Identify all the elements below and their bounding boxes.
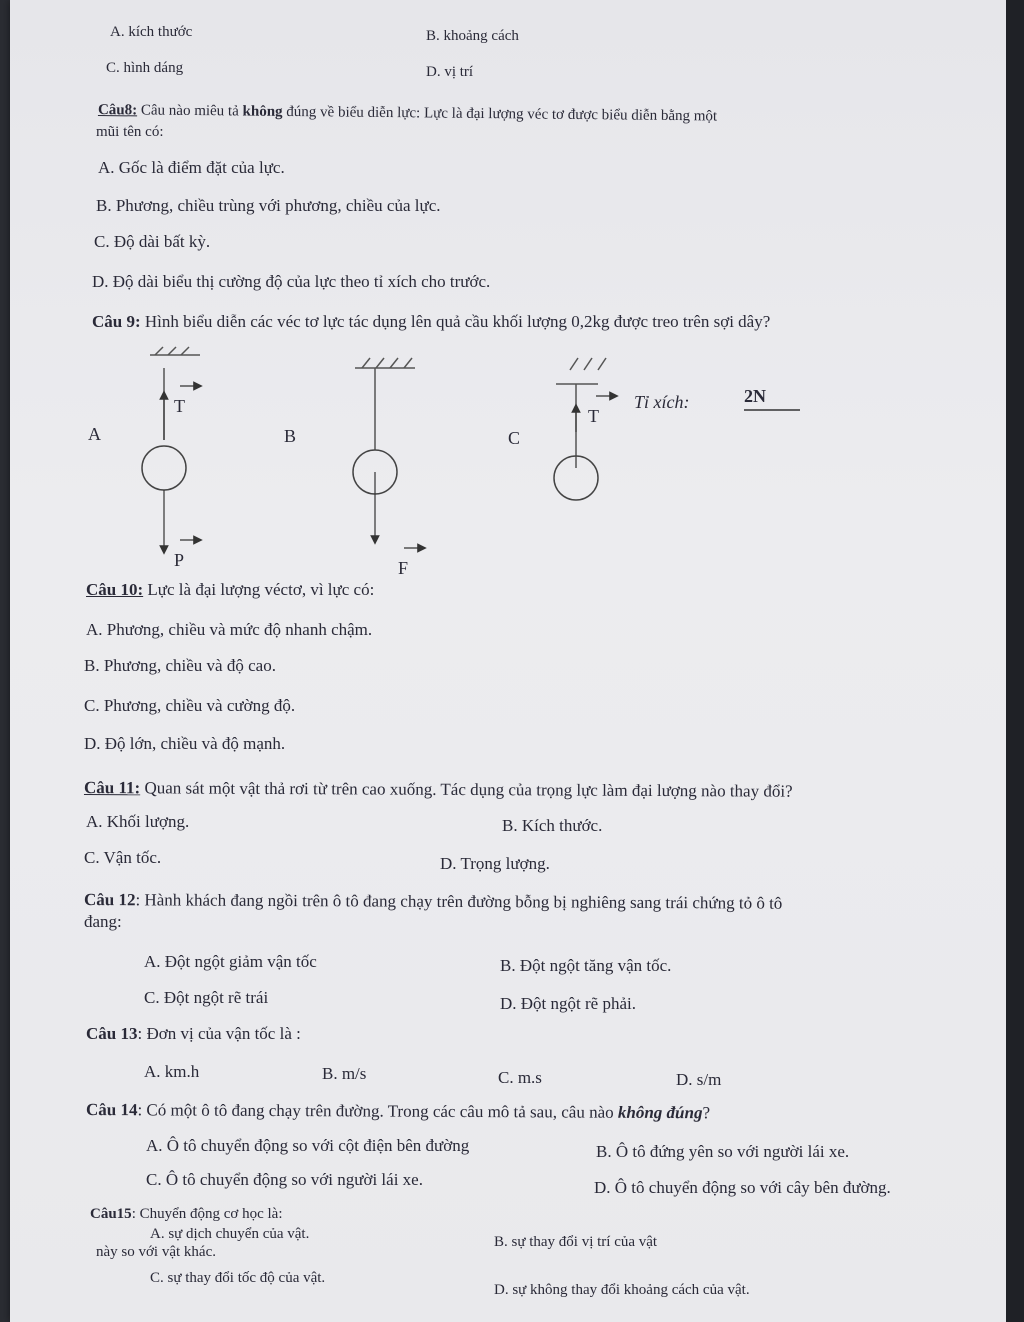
q7-option-b: B. khoảng cách xyxy=(426,28,519,44)
q8-stem xyxy=(98,100,717,126)
q9-force-diagram xyxy=(70,340,830,580)
q14-stem-end: ? xyxy=(702,1103,711,1123)
q13-option-b: B. m/s xyxy=(322,1064,367,1083)
q11-option-c: C. Vận tốc. xyxy=(84,848,162,867)
q10-option-d: D. Độ lớn, chiều và độ mạnh. xyxy=(84,734,286,753)
q12-stem-text: : Hành khách đang ngồi trên ô tô đang chạy trên đường bỗng bị nghiêng sang trái chứng tỏ ô tô xyxy=(135,890,783,913)
ball-a xyxy=(142,446,186,490)
q13-number: Câu 13 xyxy=(86,1024,138,1043)
ceiling-hatch-b xyxy=(355,358,415,368)
q7-option-d: D. vị trí xyxy=(426,64,474,80)
q15-stem xyxy=(90,1204,283,1224)
q15-option-c: C. sự thay đổi tốc độ của vật. xyxy=(150,1270,326,1286)
background-edge xyxy=(1006,0,1024,1322)
q8-option-d: D. Độ dài biểu thị cường độ của lực theo tỉ xích cho trước. xyxy=(92,272,491,291)
q9-stem-text: Hình biểu diễn các véc tơ lực tác dụng lên quả cầu khối lượng 0,2kg được treo trên sợi dây? xyxy=(140,312,771,331)
q15-option-a-line2: này so với vật khác. xyxy=(96,1244,216,1260)
q7-option-c: C. hình dáng xyxy=(106,60,184,76)
q13-option-c: C. m.s xyxy=(498,1068,542,1087)
q11-stem xyxy=(84,778,793,802)
q8-option-a: A. Gốc là điểm đặt của lực. xyxy=(98,158,285,177)
scale-label: Tỉ xích: xyxy=(634,392,690,412)
q10-option-b: B. Phương, chiều và độ cao. xyxy=(84,656,276,675)
figure-label-c: C xyxy=(508,428,521,448)
q12-stem xyxy=(84,890,782,914)
q10-option-a: A. Phương, chiều và mức độ nhanh chậm. xyxy=(86,620,373,639)
q12-option-d: D. Đột ngột rẽ phải. xyxy=(500,994,636,1013)
q14-number: Câu 14 xyxy=(85,1100,138,1120)
vector-label-p-a: P xyxy=(174,550,185,570)
q15-stem-text: : Chuyển động cơ học là: xyxy=(131,1206,283,1222)
q12-option-c: C. Đột ngột rẽ trái xyxy=(144,988,269,1007)
q9-number: Câu 9: xyxy=(92,312,141,331)
q14-stem-text: : Có một ô tô đang chạy trên đường. Trong các câu mô tả sau, câu nào xyxy=(137,1100,618,1122)
q10-stem-text: Lực là đại lượng véctơ, vì lực có: xyxy=(143,580,375,599)
q14-stem-emphasis: không đúng xyxy=(617,1102,703,1123)
q11-number: Câu 11: xyxy=(83,778,141,798)
q8-option-c: C. Độ dài bất kỳ. xyxy=(94,232,211,251)
q11-option-d: D. Trọng lượng. xyxy=(440,854,550,873)
q8-option-b: B. Phương, chiều trùng với phương, chiều của lực. xyxy=(96,196,441,215)
q10-number: Câu 10: xyxy=(86,580,144,599)
q14-option-b: B. Ô tô đứng yên so với người lái xe. xyxy=(596,1142,850,1161)
q15-number: Câu15 xyxy=(90,1206,132,1222)
vector-label-t-c: T xyxy=(588,406,599,426)
q10-stem xyxy=(86,580,374,600)
q8-number: Câu8: xyxy=(97,102,138,119)
q15-option-d: D. sự không thay đổi khoảng cách của vật. xyxy=(494,1282,750,1298)
ceiling-hatch-a xyxy=(150,347,200,355)
q7-option-a: A. kích thước xyxy=(110,24,193,40)
figure-b xyxy=(353,358,422,548)
q12-option-b: B. Đột ngột tăng vận tốc. xyxy=(500,956,672,975)
q11-stem-text: Quan sát một vật thả rơi từ trên cao xuống. Tác dụng của trọng lực làm đại lượng nào thay đổi? xyxy=(140,778,793,801)
q8-stem-text-2: đúng về biểu diễn lực: Lực là đại lượng véc tơ được biểu diễn bằng một xyxy=(282,103,718,125)
q11-option-a: A. Khối lượng. xyxy=(86,812,190,831)
q8-stem-text: Câu nào miêu tả xyxy=(137,102,243,120)
q8-stem-emphasis: không xyxy=(242,103,283,120)
figure-label-a: A xyxy=(88,424,101,444)
scale-value: 2N xyxy=(744,386,766,406)
q14-option-c: C. Ô tô chuyển động so với người lái xe. xyxy=(146,1170,423,1189)
figure-label-b: B xyxy=(284,426,297,446)
q15-option-b: B. sự thay đổi vị trí của vật xyxy=(494,1234,658,1250)
q13-stem xyxy=(86,1024,301,1044)
q11-option-b: B. Kích thước. xyxy=(502,816,603,835)
q9-stem xyxy=(92,312,770,332)
vector-label-t-a: T xyxy=(174,396,185,416)
q14-option-d: D. Ô tô chuyển động so với cây bên đường. xyxy=(594,1178,891,1197)
figure-a xyxy=(142,347,200,550)
q14-stem xyxy=(86,1100,710,1123)
q15-option-a-line1: A. sự dịch chuyển của vật. xyxy=(150,1226,310,1242)
q12-option-a: A. Đột ngột giảm vận tốc xyxy=(144,952,317,971)
q13-option-d: D. s/m xyxy=(676,1070,722,1089)
vector-label-f-b: F xyxy=(398,558,409,578)
ceiling-hatch-c xyxy=(570,358,606,370)
q13-option-a: A. km.h xyxy=(144,1062,200,1081)
q12-number: Câu 12 xyxy=(83,890,136,910)
q12-stem-line2: đang: xyxy=(84,912,122,931)
figure-c xyxy=(554,358,800,500)
q14-option-a: A. Ô tô chuyển động so với cột điện bên đường xyxy=(146,1136,470,1155)
q13-stem-text: : Đơn vị của vận tốc là : xyxy=(137,1024,301,1043)
exam-paper xyxy=(10,0,1008,1322)
q10-option-c: C. Phương, chiều và cường độ. xyxy=(84,696,296,715)
q8-stem-line2: mũi tên có: xyxy=(96,124,164,140)
